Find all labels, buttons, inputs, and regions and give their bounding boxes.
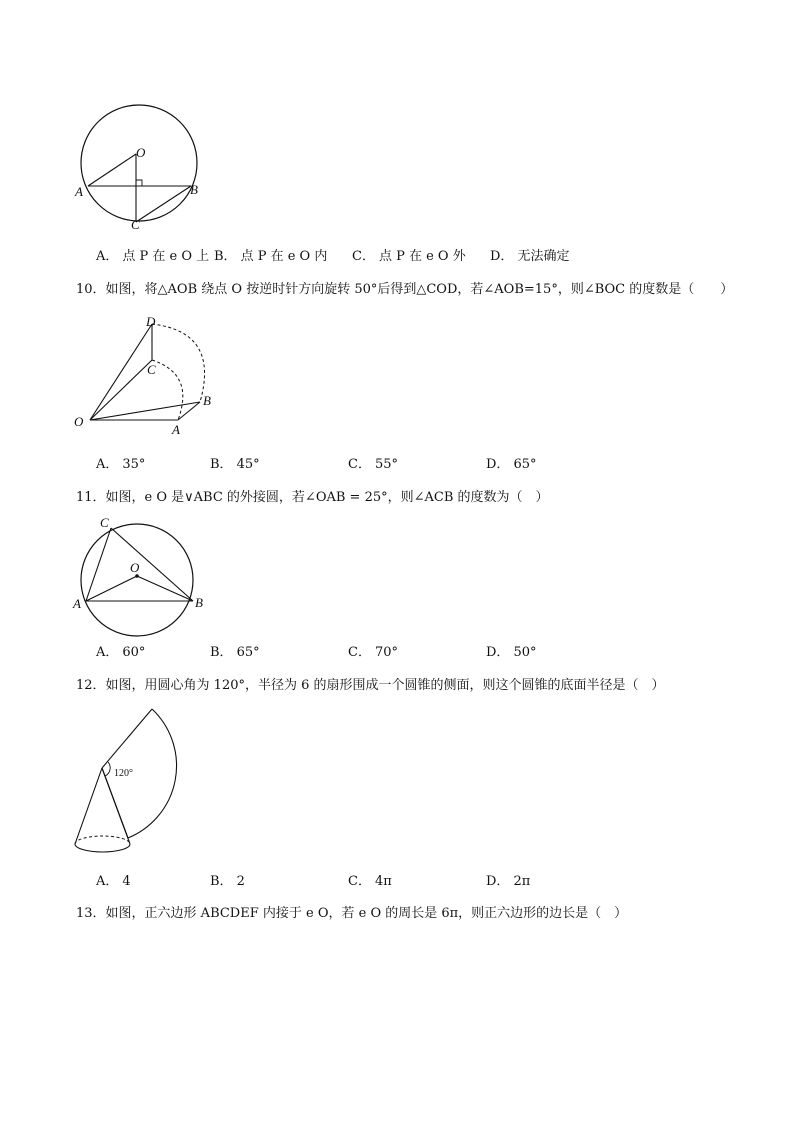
fig12-label-angle: 120° (114, 768, 133, 779)
q12-option-a[interactable]: A． 4 (96, 874, 131, 889)
q10-option-c[interactable]: C． 55° (348, 457, 398, 472)
q11-option-b[interactable]: B． 65° (210, 645, 260, 660)
q10-option-a[interactable]: A． 35° (96, 457, 146, 472)
q12-stem: 12．如图，用圆心角为 120°，半径为 6 的扇形围成一个圆锥的侧面，则这个圆锥的底面半径是（ ） (76, 678, 665, 693)
q9-option-c[interactable]: C． 点 P 在 e O 外 (352, 249, 466, 264)
q11-stem: 11．如图，e O 是∨ABC 的外接圆，若∠OAB = 25°，则∠ACB 的度数为（ ） (76, 490, 549, 505)
q12-option-c[interactable]: C． 4π (348, 874, 392, 889)
fig11-label-b: B (195, 595, 203, 610)
fig10-label-c: C (147, 362, 156, 377)
q12-option-b[interactable]: B． 2 (210, 874, 245, 889)
q12-option-d[interactable]: D． 2π (486, 874, 531, 889)
figure-9-circle-chord (70, 96, 210, 236)
q11-option-d[interactable]: D． 50° (486, 645, 537, 660)
fig10-label-a: A (172, 422, 180, 437)
fig9-label-a: A (75, 184, 83, 199)
q11-options (96, 645, 716, 661)
q9-options (96, 249, 716, 265)
fig10-label-o: O (74, 414, 84, 429)
q9-option-b[interactable]: B． 点 P 在 e O 内 (214, 249, 328, 264)
fig9-label-b: B (190, 182, 198, 197)
q9-option-d[interactable]: D． 无法确定 (490, 249, 570, 264)
figure-11-circumcircle (66, 512, 216, 642)
figure-12-sector-cone (70, 704, 200, 864)
fig10-label-d: D (146, 314, 156, 329)
fig9-label-o: O (136, 145, 146, 160)
q12-options (96, 874, 716, 890)
q10-option-d[interactable]: D． 65° (486, 457, 537, 472)
fig9-label-c: C (131, 217, 140, 232)
q10-stem: 10．如图，将△AOB 绕点 O 按逆时针方向旋转 50°后得到△COD，若∠AOB=15°，则∠BOC 的度数是（ ） (76, 282, 734, 297)
q11-option-c[interactable]: C． 70° (348, 645, 398, 660)
q10-options (96, 457, 716, 473)
q9-option-a[interactable]: A． 点 P 在 e O 上 (96, 249, 210, 264)
fig11-label-a: A (73, 596, 81, 611)
q13-stem: 13．如图，正六边形 ABCDEF 内接于 e O，若 e O 的周长是 6π，则正六边形的边长是（ ） (76, 906, 628, 921)
fig11-label-o: O (130, 560, 140, 575)
figure-10-rotation (70, 312, 230, 442)
fig11-label-c: C (100, 515, 109, 530)
q10-option-b[interactable]: B． 45° (210, 457, 260, 472)
fig10-label-b: B (203, 393, 211, 408)
q11-option-a[interactable]: A． 60° (96, 645, 146, 660)
